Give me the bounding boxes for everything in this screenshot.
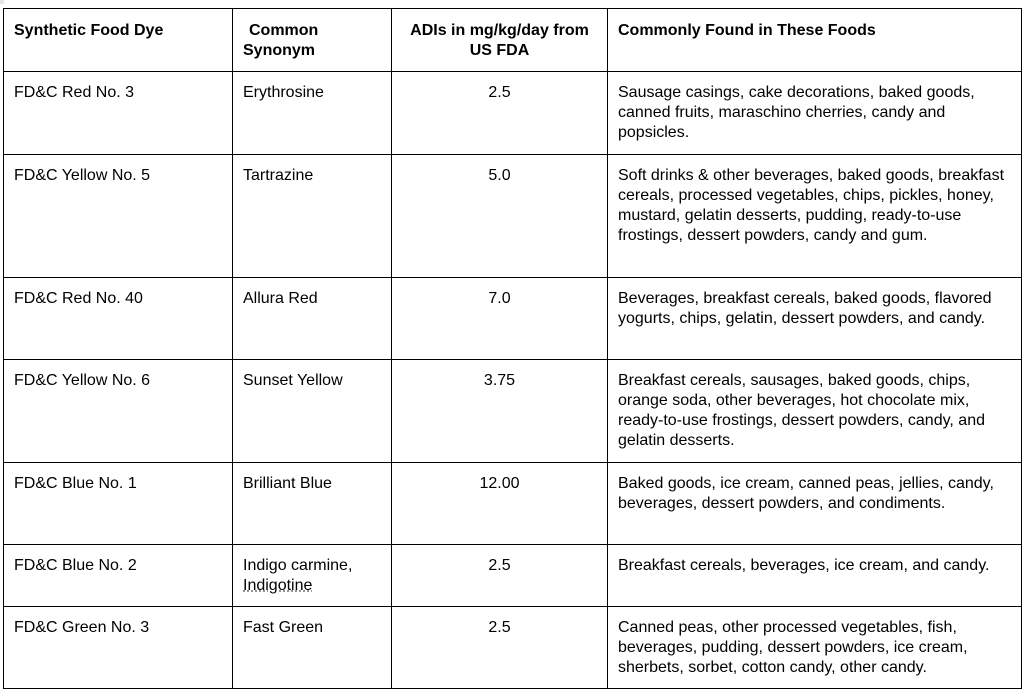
synonym-line: Erythrosine <box>243 84 324 101</box>
foods-cell: Breakfast cereals, beverages, ice cream, and candy. <box>608 545 1022 607</box>
table-row <box>4 545 1022 607</box>
foods-cell: Sausage casings, cake decorations, baked goods, canned fruits, maraschino cherries, candy and popsicles. <box>608 72 1022 155</box>
dye-cell: FD&C Green No. 3 <box>4 607 233 689</box>
dye-cell: FD&C Red No. 3 <box>4 72 233 155</box>
dye-cell: FD&C Yellow No. 6 <box>4 360 233 463</box>
header-common-foods <box>608 9 1022 72</box>
synonym-line: Indigo carmine, <box>243 557 353 574</box>
synonym-line: Fast Green <box>243 619 324 636</box>
food-dye-table <box>3 8 1022 689</box>
table-row <box>4 155 1022 278</box>
synonym-cell <box>233 72 392 155</box>
foods-cell: Breakfast cereals, sausages, baked goods, chips, orange soda, other beverages, hot chocolate mix, ready-to-use frostings, dessert powders, candy, and gelatin desserts. <box>608 360 1022 463</box>
table-row <box>4 278 1022 360</box>
dye-cell: FD&C Red No. 40 <box>4 278 233 360</box>
table-row <box>4 360 1022 463</box>
synonym-cell <box>233 607 392 689</box>
header-foods-text: Commonly Found in These Foods <box>618 22 876 39</box>
table-row <box>4 607 1022 689</box>
adi-cell: 2.5 <box>392 607 608 689</box>
header-adi-line1: ADIs in mg/kg/day from <box>410 22 589 39</box>
adi-cell: 5.0 <box>392 155 608 278</box>
header-synthetic-food-dye <box>4 9 233 72</box>
header-common-synonym <box>233 9 392 72</box>
synonym-cell <box>233 360 392 463</box>
header-row <box>4 9 1022 72</box>
synonym-cell <box>233 278 392 360</box>
header-dye-text: Synthetic Food Dye <box>14 22 164 39</box>
table-row <box>4 463 1022 545</box>
dye-cell: FD&C Blue No. 1 <box>4 463 233 545</box>
synonym-line-indigotine: Indigotine <box>243 577 313 594</box>
header-synonym-line1: Common <box>249 22 319 39</box>
dye-cell: FD&C Yellow No. 5 <box>4 155 233 278</box>
table-row <box>4 72 1022 155</box>
synonym-cell <box>233 155 392 278</box>
adi-cell: 3.75 <box>392 360 608 463</box>
page-corner-mark <box>0 0 4 4</box>
foods-cell: Baked goods, ice cream, canned peas, jellies, candy, beverages, dessert powders, and condiments. <box>608 463 1022 545</box>
adi-cell: 12.00 <box>392 463 608 545</box>
header-adi <box>392 9 608 72</box>
dye-cell: FD&C Blue No. 2 <box>4 545 233 607</box>
foods-cell: Soft drinks & other beverages, baked goods, breakfast cereals, processed vegetables, chips, pickles, honey, mustard, gelatin desserts, pudding, ready-to-use frostings, dessert powders, candy and gum. <box>608 155 1022 278</box>
foods-cell: Canned peas, other processed vegetables, fish, beverages, pudding, dessert powders, ice cream, sherbets, sorbet, cotton candy, other candy. <box>608 607 1022 689</box>
synonym-cell <box>233 545 392 607</box>
adi-cell: 2.5 <box>392 72 608 155</box>
foods-cell: Beverages, breakfast cereals, baked goods, flavored yogurts, chips, gelatin, dessert powders, and candy. <box>608 278 1022 360</box>
header-adi-line2: US FDA <box>469 42 530 59</box>
header-synonym-line2: Synonym <box>243 42 316 59</box>
adi-cell: 2.5 <box>392 545 608 607</box>
synonym-line: Tartrazine <box>243 167 314 184</box>
synonym-cell <box>233 463 392 545</box>
synonym-line: Brilliant Blue <box>243 475 332 492</box>
adi-cell: 7.0 <box>392 278 608 360</box>
synonym-line: Allura Red <box>243 290 318 307</box>
synonym-line: Sunset Yellow <box>243 372 343 389</box>
